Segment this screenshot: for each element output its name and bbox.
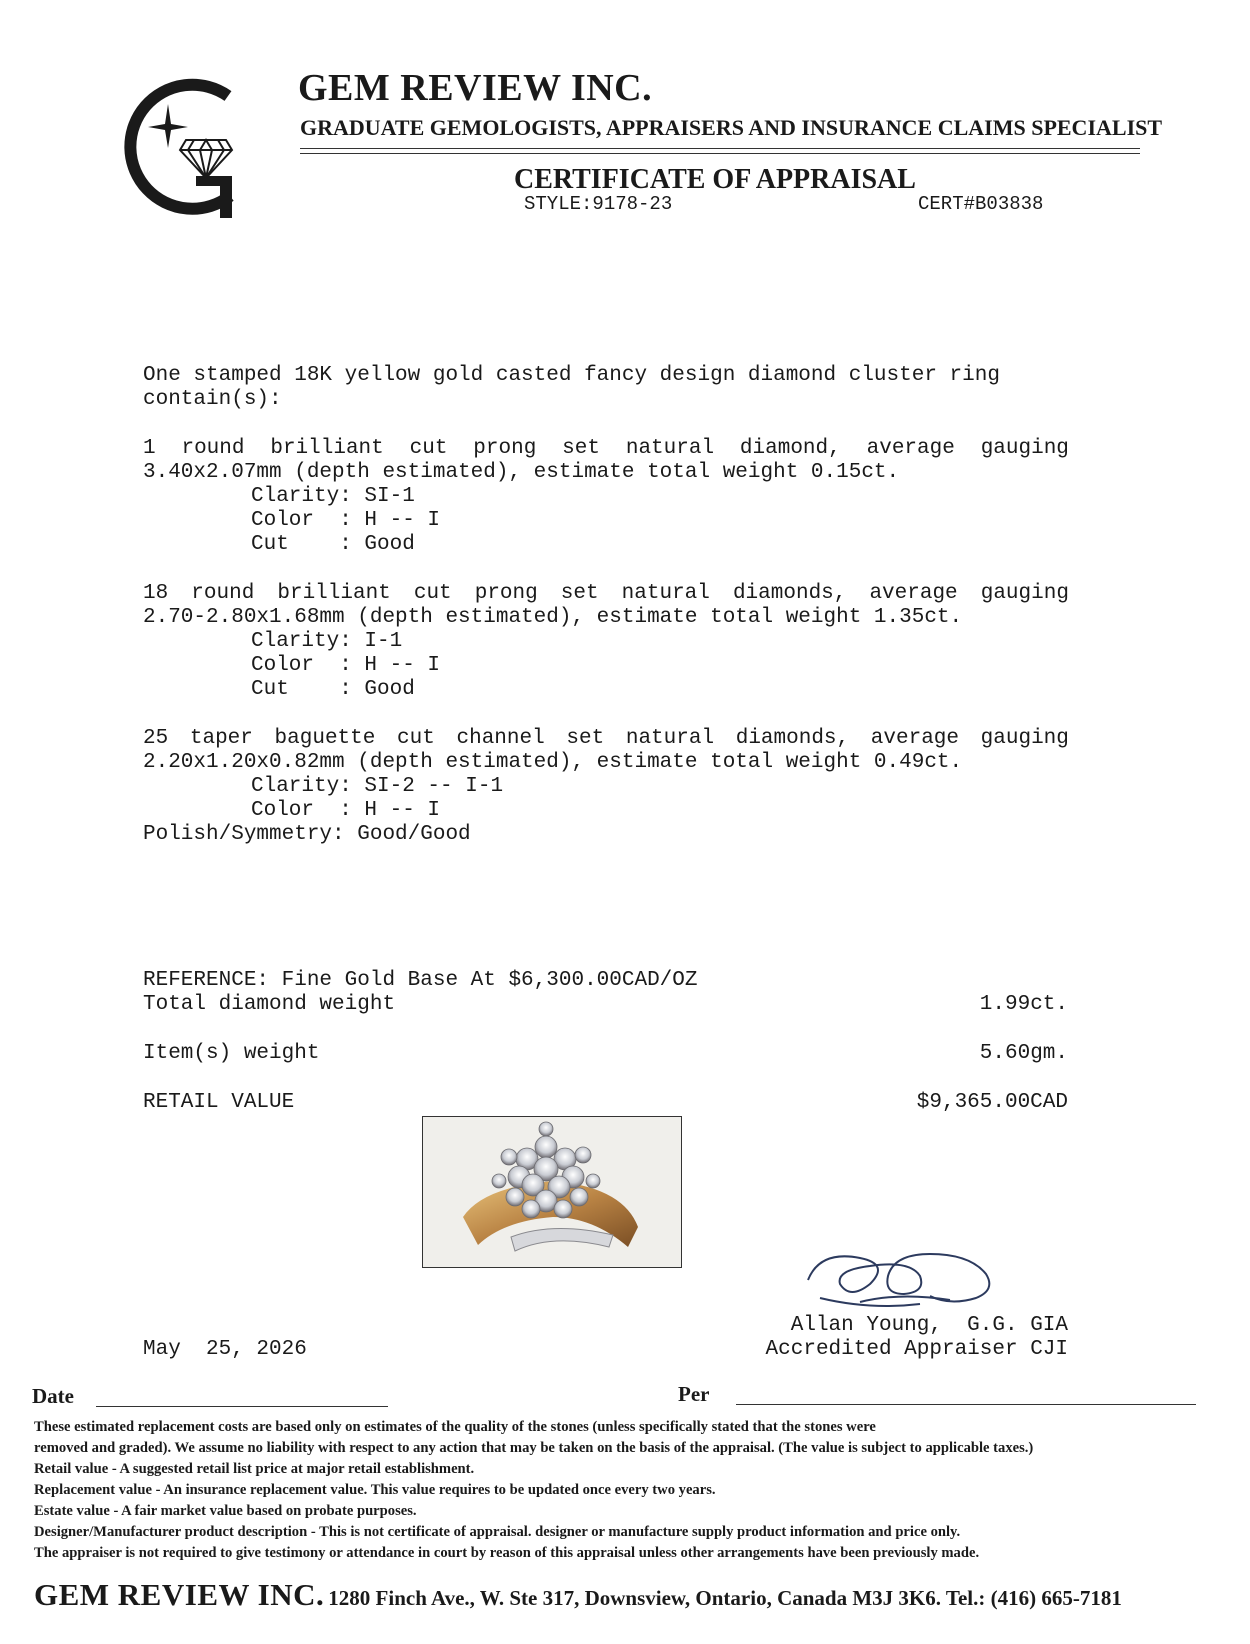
item-weight-label: Item(s) weight (143, 1042, 320, 1065)
footer-contact: 1280 Finch Ave., W. Ste 317, Downsview, Ontario, Canada M3J 3K6. Tel.: (416) 665-7181 (328, 1586, 1122, 1610)
disclaimer-line: removed and graded). We assume no liability with respect to any action that may be taken on the basis of the appraisal. (The value is subject to applicable taxes.) (34, 1440, 1034, 1456)
stone-cut: Cut : Good (251, 533, 415, 556)
retail-value-label: RETAIL VALUE (143, 1091, 295, 1114)
disclaimer-line: Replacement value - An insurance replacement value. This value requires to be updated once every two years. (34, 1482, 716, 1498)
total-diamond-weight-label: Total diamond weight (143, 993, 396, 1016)
gem-review-logo-icon (108, 78, 248, 228)
stone-description: 25 taper baguette cut channel set natural diamonds, average gauging (143, 727, 1069, 750)
description-line: One stamped 18K yellow gold casted fancy design diamond cluster ring (143, 364, 1000, 387)
item-weight-value: 5.60gm. (979, 1042, 1068, 1065)
style-number: STYLE:9178-23 (524, 193, 673, 215)
stone-measurements: 2.70-2.80x1.68mm (depth estimated), estimate total weight 1.35ct. (143, 606, 963, 629)
date-field-label: Date (32, 1384, 74, 1408)
disclaimer-line: The appraiser is not required to give testimony or attendance in court by reason of this appraisal unless other arrangements have been previously made. (34, 1545, 980, 1561)
polish-symmetry: Polish/Symmetry: Good/Good (143, 823, 471, 846)
disclaimer-line: Designer/Manufacturer product description - This is not certificate of appraisal. designer or manufacture supply product information and price only. (34, 1524, 961, 1540)
gold-reference: REFERENCE: Fine Gold Base At $6,300.00CAD/OZ (143, 969, 698, 992)
stone-description: 18 round brilliant cut prong set natural diamonds, average gauging (143, 582, 1069, 605)
disclaimer-line: Retail value - A suggested retail list price at major retail establishment. (34, 1461, 475, 1477)
stone-clarity: Clarity: SI-2 -- I-1 (251, 775, 504, 798)
company-name: GEM REVIEW INC. (298, 67, 653, 109)
footer-company-name: GEM REVIEW INC. (34, 1577, 325, 1612)
diamond-cluster-ring-photo (422, 1116, 682, 1268)
stone-measurements: 3.40x2.07mm (depth estimated), estimate total weight 0.15ct. (143, 461, 900, 484)
header-rule (300, 148, 1140, 149)
certificate-title: CERTIFICATE OF APPRAISAL (514, 164, 916, 195)
stone-description: 1 round brilliant cut prong set natural diamond, average gauging (143, 437, 1069, 460)
per-field-line[interactable] (736, 1404, 1196, 1405)
header-rule (300, 153, 1140, 154)
stone-clarity: Clarity: I-1 (251, 630, 403, 653)
cert-number: CERT#B03838 (918, 193, 1044, 215)
stone-color: Color : H -- I (251, 654, 441, 677)
disclaimer-line: These estimated replacement costs are based only on estimates of the quality of the stones (unless specifically stated that the stones were (34, 1419, 876, 1435)
retail-value-amount: $9,365.00CAD (916, 1091, 1068, 1114)
stone-clarity: Clarity: SI-1 (251, 485, 415, 508)
date-field-line[interactable] (96, 1406, 388, 1407)
appraisal-date: May 25, 2026 (143, 1338, 307, 1361)
company-tagline: GRADUATE GEMOLOGISTS, APPRAISERS AND INSURANCE CLAIMS SPECIALIST (300, 115, 1163, 140)
total-diamond-weight-value: 1.99ct. (979, 993, 1068, 1016)
disclaimer-notes (34, 1417, 1234, 1564)
description-line: contain(s): (143, 388, 282, 411)
disclaimer-line: Estate value - A fair market value based on probate purposes. (34, 1503, 417, 1519)
stone-measurements: 2.20x1.20x0.82mm (depth estimated), estimate total weight 0.49ct. (143, 751, 963, 774)
handwritten-signature (800, 1240, 1000, 1312)
stone-cut: Cut : Good (251, 678, 415, 701)
stone-color: Color : H -- I (251, 509, 441, 532)
per-field-label: Per (678, 1382, 710, 1406)
appraiser-title: Accredited Appraiser CJI (765, 1338, 1068, 1361)
stone-color: Color : H -- I (251, 799, 441, 822)
appraiser-name: Allan Young, G.G. GIA (790, 1314, 1068, 1337)
footer-address (34, 1577, 1122, 1613)
